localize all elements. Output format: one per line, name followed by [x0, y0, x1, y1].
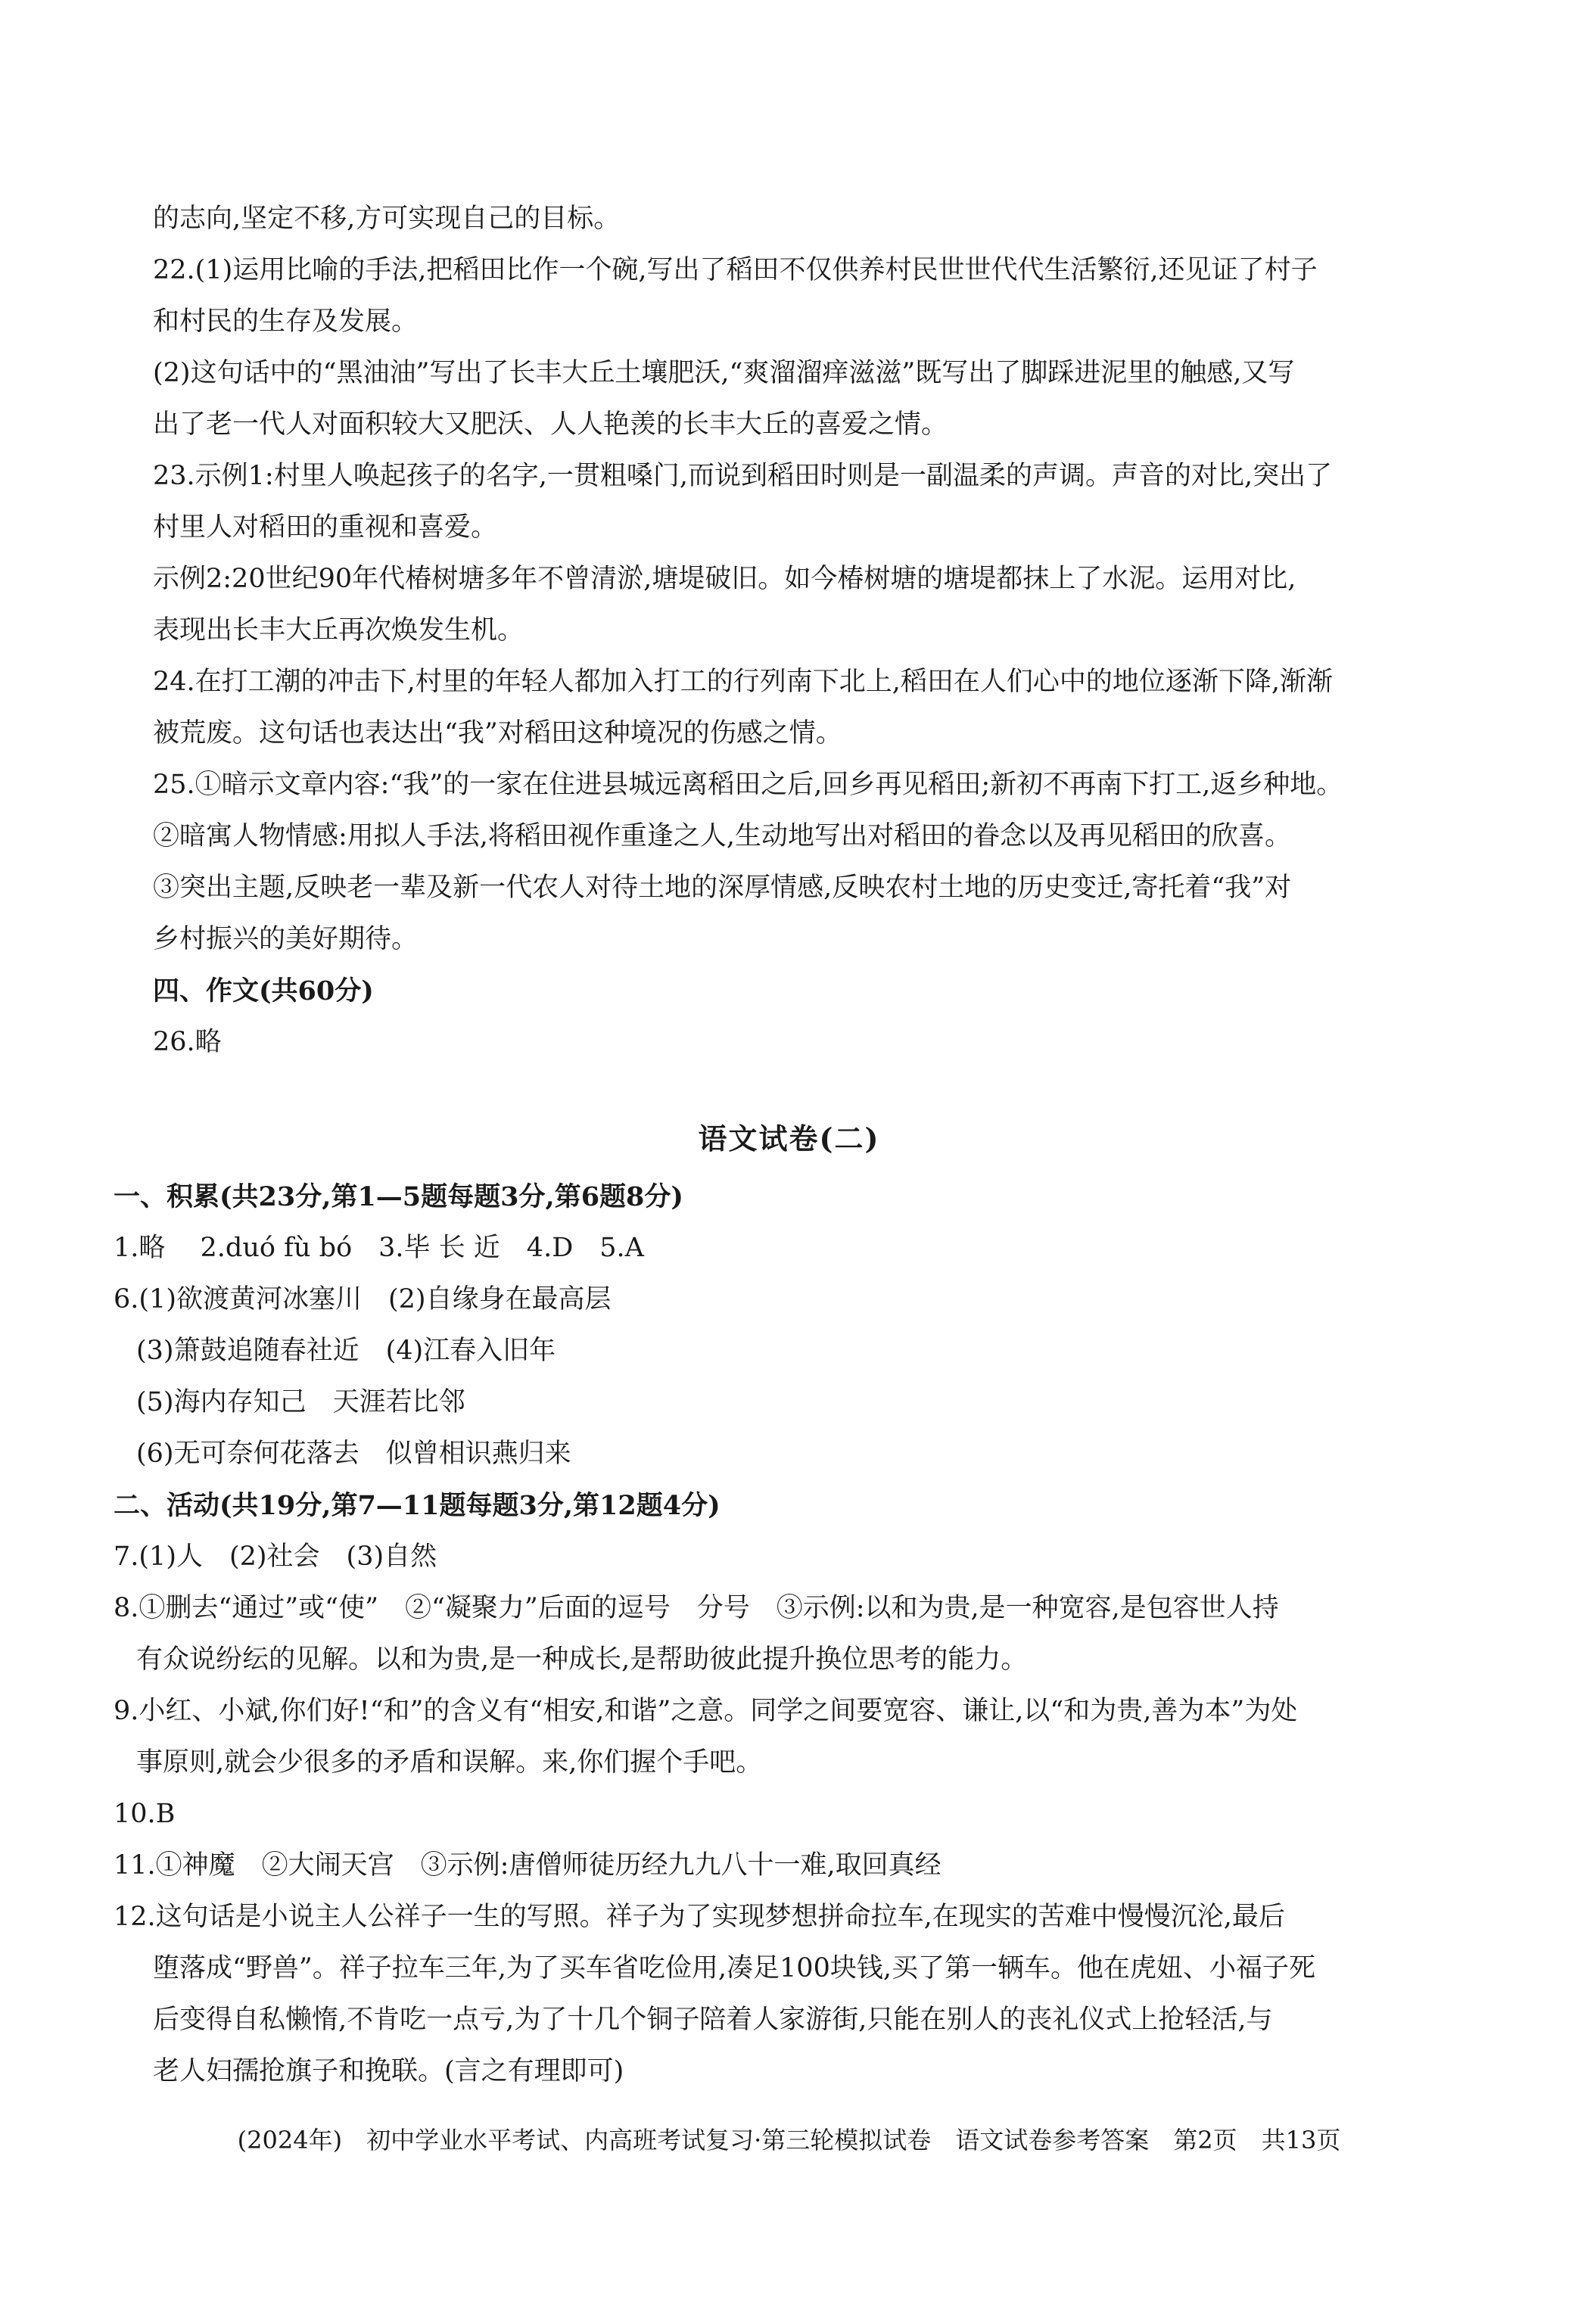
q11-answer: 11.①神魔 ②大闹天宫 ③示例:唐僧师徒历经九九八十一难,取回真经: [114, 1850, 942, 1881]
q22-line-3: (2)这句话中的“黑油油”写出了长丰大丘土壤肥沃,“爽溜溜痒滋滋”既写出了脚踩进泥里的触感,又写: [153, 358, 1295, 388]
q25-line-2: ②暗寓人物情感:用拟人手法,将稻田视作重逢之人,生动地写出对稻田的眷念以及再见稻田的欣喜。: [153, 821, 1292, 851]
q23-line-3: 示例2:20世纪90年代椿树塘多年不曾清淤,塘堤破旧。如今椿树塘的塘堤都抹上了水泥。运用对比,: [153, 564, 1296, 594]
continuation-line: 的志向,坚定不移,方可实现自己的目标。: [153, 204, 621, 234]
page-footer: (2024年) 初中学业水平考试、内高班考试复习·第三轮模拟试卷 语文试卷参考答案 第2页 共13页: [237, 2126, 1341, 2154]
q25-line-3: ③突出主题,反映老一辈及新一代农人对待土地的深厚情感,反映农村土地的历史变迁,寄托着“我”对: [153, 873, 1292, 903]
q8-line-2: 有众说纷纭的见解。以和为贵,是一种成长,是帮助彼此提升换位思考的能力。: [136, 1644, 1028, 1675]
section-4-heading: 四、作文(共60分): [153, 975, 374, 1006]
q7-answer: 7.(1)人 (2)社会 (3)自然: [114, 1542, 437, 1572]
q22-line-1: 22.(1)运用比喻的手法,把稻田比作一个碗,写出了稻田不仅供养村民世世代代生活繁衍,还见证了村子: [153, 255, 1318, 285]
q23-line-4: 表现出长丰大丘再次焕发生机。: [153, 615, 524, 646]
q12-line-2: 堕落成“野兽”。祥子拉车三年,为了买车省吃俭用,凑足100块钱,买了第一辆车。他在虎妞、小福子死: [153, 1953, 1315, 1983]
section-1-heading: 一、积累(共23分,第1—5题每题3分,第6题8分): [114, 1181, 683, 1212]
exam-two-title: 语文试卷(二): [698, 1122, 880, 1156]
q9-line-2: 事原则,就会少很多的矛盾和误解。来,你们握个手吧。: [136, 1747, 763, 1778]
section-2-heading: 二、活动(共19分,第7—11题每题3分,第12题4分): [114, 1490, 721, 1521]
q25-line-1: 25.①暗示文章内容:“我”的一家在住进县城远离稻田之后,回乡再见稻田;新初不再南下打工,返乡种地。: [153, 770, 1343, 800]
q8-line-1: 8.①删去“通过”或“使” ②“凝聚力”后面的逗号 分号 ③示例:以和为贵,是一种宽容,是包容世人持: [114, 1593, 1279, 1623]
q9-line-1: 9.小红、小斌,你们好!“和”的含义有“相安,和谐”之意。同学之间要宽容、谦让,以“和为贵,善为本”为处: [114, 1696, 1298, 1726]
q26-answer: 26.略: [153, 1027, 222, 1057]
q10-answer: 10.B: [114, 1799, 176, 1829]
q24-line-1: 24.在打工潮的冲击下,村里的年轻人都加入打工的行列南下北上,稻田在人们心中的地位逐渐下降,渐渐: [153, 667, 1334, 697]
q12-line-1: 12.这句话是小说主人公祥子一生的写照。祥子为了实现梦想拼命拉车,在现实的苦难中慢慢沉沦,最后: [114, 1902, 1285, 1932]
q6-line-2: (3)箫鼓追随春社近 (4)江春入旧年: [136, 1336, 556, 1366]
q1-to-q5-answers: 1.略 2.duó fù bó 3.毕 长 近 4.D 5.A: [114, 1233, 644, 1263]
q23-line-1: 23.示例1:村里人唤起孩子的名字,一贯粗嗓门,而说到稻田时则是一副温柔的声调。声音的对比,突出了: [153, 461, 1333, 491]
q22-line-2: 和村民的生存及发展。: [153, 306, 419, 337]
q12-line-3: 后变得自私懒惰,不肯吃一点亏,为了十几个铜子陪着人家游街,只能在别人的丧礼仪式上抢轻活,与: [153, 2005, 1273, 2035]
q24-line-2: 被荒废。这句话也表达出“我”对稻田这种境况的伤感之情。: [153, 718, 842, 748]
q6-line-4: (6)无可奈何花落去 似曾相识燕归来: [136, 1439, 571, 1469]
q6-line-1: 6.(1)欲渡黄河冰塞川 (2)自缘身在最高层: [114, 1284, 612, 1314]
q12-line-4: 老人妇孺抢旗子和挽联。(言之有理即可): [153, 2056, 624, 2086]
q22-line-4: 出了老一代人对面积较大又肥沃、人人艳羡的长丰大丘的喜爱之情。: [153, 409, 948, 440]
q23-line-2: 村里人对稻田的重视和喜爱。: [153, 512, 498, 543]
q25-line-4: 乡村振兴的美好期待。: [153, 924, 419, 954]
q6-line-3: (5)海内存知己 天涯若比邻: [136, 1387, 465, 1417]
